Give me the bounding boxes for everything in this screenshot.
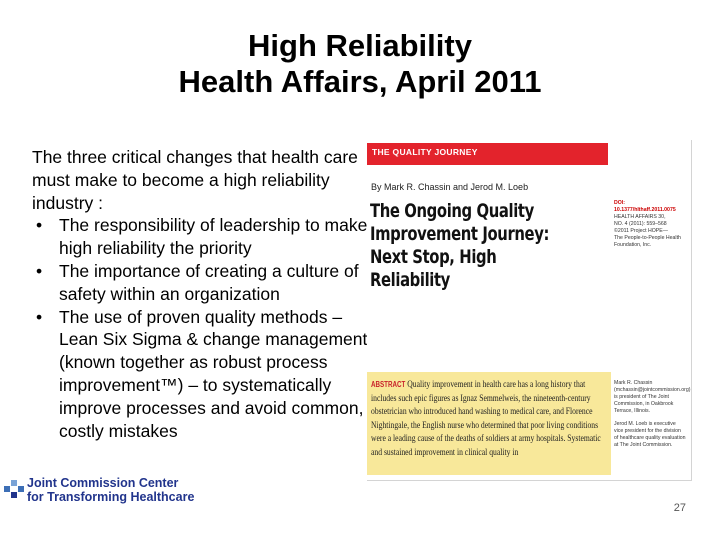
author-bio: Mark R. Chassin (mchassin@jointcommission.org) is president of The Joint Commission, in Oakbrook Terrace, Illinois. [614, 380, 691, 414]
intro-text: The three critical changes that health care must make to become a high reliability industry : [32, 147, 358, 213]
article-journal-line: NO. 4 (2011): 559–568 [614, 221, 667, 227]
bullet-list [32, 214, 372, 442]
title-line-1: High Reliability [248, 28, 472, 63]
bullet-item: • The importance of creating a culture of safety within an organization [32, 260, 372, 306]
abstract-label: ABSTRACT [371, 380, 406, 389]
logo-mark-icon [4, 476, 26, 502]
article-section-label: THE QUALITY JOURNEY [372, 147, 478, 157]
article-section-band [367, 143, 608, 165]
abstract-text: Quality improvement in health care has a long history that includes such epic figures as Ignaz Semmelweis, the nineteenth-century obstetrician who introduced hand washing to medical care, and Florence Nightingale, the English nurse who determined that poor living conditions were a leading cause of the deaths of soldiers at army hospitals. Systematic and sustained improvement in clinical quality in [371, 379, 601, 458]
article-journal-line: The People-to-People Health [614, 235, 681, 241]
article-abstract [371, 378, 610, 460]
article-author-bios [614, 380, 691, 455]
logo-text [27, 476, 194, 504]
author-bio: Jerod M. Loeb is executive vice president for the division of healthcare quality evaluation at The Joint Commission. [614, 421, 686, 448]
body-text [32, 146, 372, 442]
logo-line-1: Joint Commission Center [27, 476, 179, 490]
article-citation [614, 200, 684, 249]
article-abstract-box [367, 372, 611, 475]
article-headline: The Ongoing Quality Improvement Journey: Next Stop, High Reliability [370, 200, 550, 291]
article-journal-line: ©2011 Project HOPE— [614, 228, 668, 234]
article-journal-line: Foundation, Inc. [614, 242, 652, 248]
bullet-item: • The responsibility of leadership to make high reliability the priority [32, 214, 372, 260]
article-authors: By Mark R. Chassin and Jerod M. Loeb [371, 182, 529, 192]
page-number: 27 [673, 502, 686, 514]
slide-title [0, 28, 720, 100]
joint-commission-logo [0, 468, 200, 520]
article-image [367, 140, 692, 481]
article-journal-line: HEALTH AFFAIRS 30, [614, 214, 666, 220]
logo-line-2: for Transforming Healthcare [27, 490, 195, 504]
title-line-2: Health Affairs, April 2011 [178, 64, 542, 99]
bullet-item: • The use of proven quality methods – Lean Six Sigma & change management (known together as robust process improvement™) – to systematically improve processes and avoid common, costly mistakes [32, 306, 372, 443]
article-doi: DOI: 10.1377/hlthaff.2011.0075 [614, 200, 676, 213]
